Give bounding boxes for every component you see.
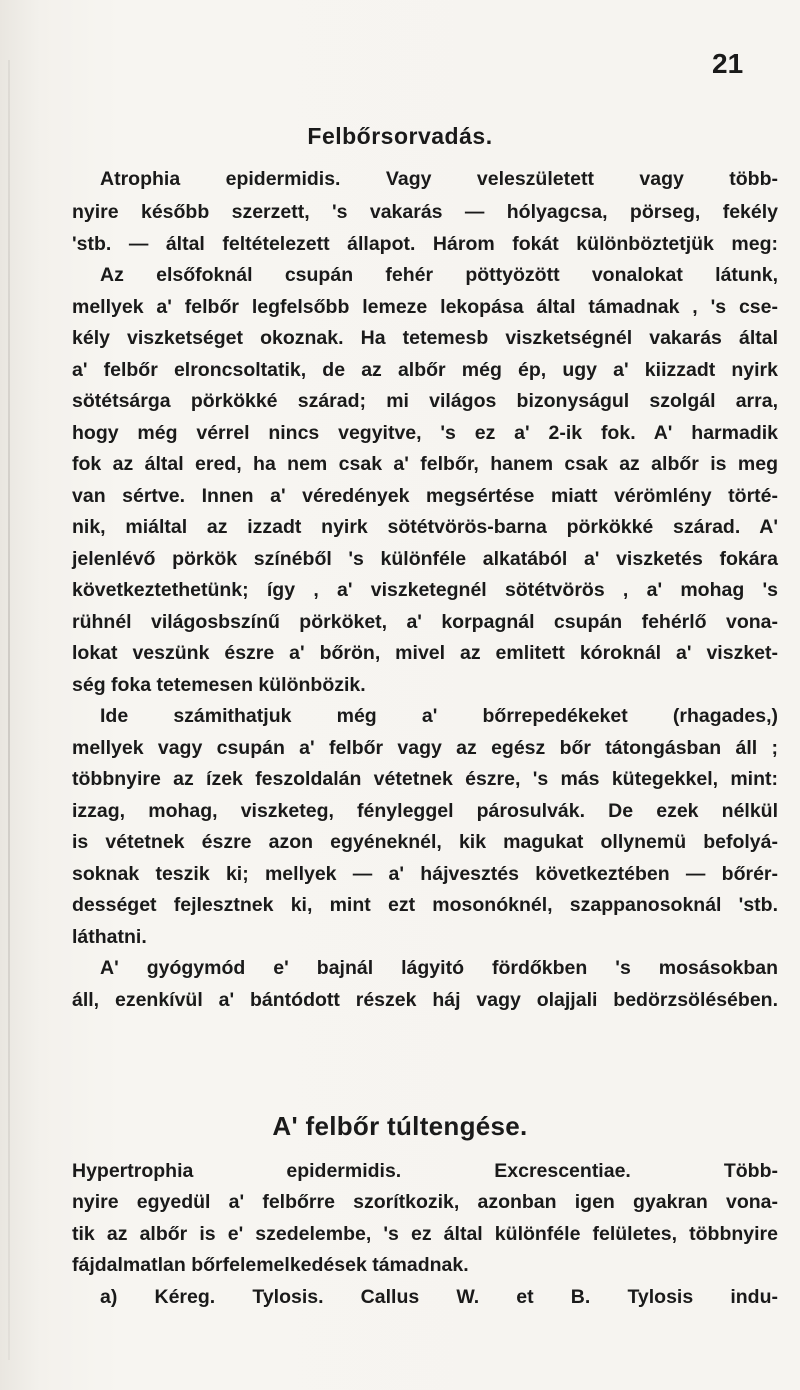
text-line: jelenlévő pörkök színéből 's különféle alkatából a' viszketés fokára bbox=[72, 548, 778, 570]
text-line: van sértve. Innen a' véredények megsértése miatt vérömlény törté- bbox=[72, 485, 778, 507]
text-line: 'stb. — által feltételezett állapot. Három fokát különböztetjük meg: bbox=[72, 233, 778, 255]
text-line: mellyek a' felbőr legfelsőbb lemeze lekopása által támadnak , 's cse- bbox=[72, 296, 778, 318]
text-line: izzag, mohag, viszketeg, fényleggel párosulvák. De ezek nélkül bbox=[72, 800, 778, 822]
text-line: Hypertrophia epidermidis. Excrescentiae. Több- bbox=[72, 1160, 778, 1182]
text-line: A' gyógymód e' bajnál lágyitó fördőkben 's mosásokban bbox=[100, 957, 778, 979]
text-line: tik az albőr is e' szedelembe, 's ez által különféle felületes, többnyire bbox=[72, 1223, 778, 1245]
text-line: hogy még vérrel nincs vegyitve, 's ez a' 2-ik fok. A' harmadik bbox=[72, 422, 778, 444]
text-line: láthatni. bbox=[72, 926, 147, 948]
text-line: is vétetnek észre azon egyéneknél, kik magukat ollynemü befolyá- bbox=[72, 831, 778, 853]
text-line: mellyek vagy csupán a' felbőr vagy az egész bőr tátongásban áll ; bbox=[72, 737, 778, 759]
text-line: soknak teszik ki; mellyek — a' hájvesztés következtében — bőrér- bbox=[72, 863, 778, 885]
page-number: 21 bbox=[712, 48, 744, 79]
text-line: Atrophia epidermidis. Vagy veleszületett vagy több- bbox=[100, 168, 778, 190]
text-line: rühnél világosbszínű pörköket, a' korpagnál csupán fehérlő vona- bbox=[72, 611, 778, 633]
text-line: Az elsőfoknál csupán fehér pöttyözött vonalokat látunk, bbox=[100, 264, 778, 286]
page-edge-shadow bbox=[8, 60, 10, 1360]
text-line: nyire később szerzett, 's vakarás — hólyagcsa, pörseg, fekély bbox=[72, 201, 778, 223]
text-line: a' felbőr elroncsoltatik, de az albőr még ép, ugy a' kiizzadt nyirk bbox=[72, 359, 778, 381]
section-title-felborsorvadas: Felbőrsorvadás. bbox=[307, 123, 493, 149]
text-line: következtethetünk; így , a' viszketegnél sötétvörös , a' mohag 's bbox=[72, 579, 778, 601]
text-line: áll, ezenkívül a' bántódott részek háj vagy olajjali bedörzsölésében. bbox=[72, 989, 778, 1011]
text-line: nik, miáltal az izzadt nyirk sötétvörös-barna pörkökké szárad. A' bbox=[72, 516, 778, 538]
section-title-felbor-tultengese: A' felbőr túltengése. bbox=[272, 1111, 528, 1141]
text-line: többnyire az ízek feszoldalán vétetnek észre, 's más kütegekkel, mint: bbox=[72, 768, 778, 790]
text-line: sötétsárga pörkökké szárad; mi világos bizonyságul szolgál arra, bbox=[72, 390, 778, 412]
text-line: a) Kéreg. Tylosis. Callus W. et B. Tylosis indu- bbox=[100, 1286, 778, 1308]
text-line: fok az által ered, ha nem csak a' felbőr, hanem csak az albőr is meg bbox=[72, 453, 778, 475]
text-line: nyire egyedül a' felbőrre szorítkozik, azonban igen gyakran vona- bbox=[72, 1191, 778, 1213]
text-line: dességet fejlesztnek ki, mint ezt mosonóknél, szappanosoknál 'stb. bbox=[72, 894, 778, 916]
text-line: fájdalmatlan bőrfelemelkedések támadnak. bbox=[72, 1254, 469, 1276]
text-line: ség foka tetemesen különbözik. bbox=[72, 674, 366, 696]
text-line: Ide számithatjuk még a' bőrrepedékeket (rhagades,) bbox=[100, 705, 778, 727]
text-line: lokat veszünk észre a' bőrön, mivel az emlitett kóroknál a' viszket- bbox=[72, 642, 778, 664]
text-line: kély viszketséget okoznak. Ha tetemesb viszketségnél vakarás által bbox=[72, 327, 778, 349]
